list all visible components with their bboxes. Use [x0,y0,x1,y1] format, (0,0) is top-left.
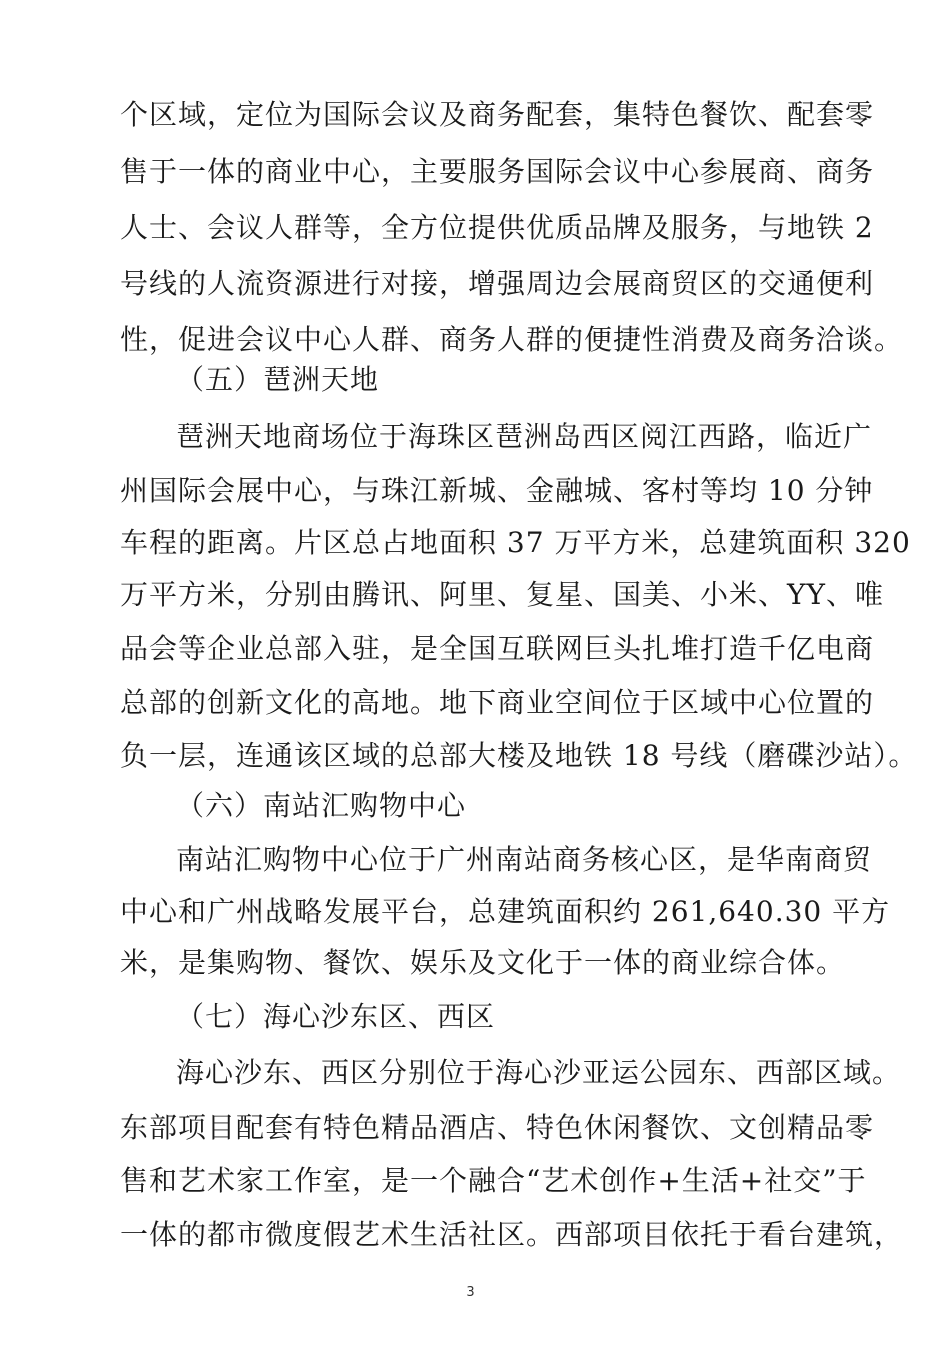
paragraph-line: 琶洲天地商场位于海珠区琶洲岛西区阅江西路，临近广 [176,420,873,453]
paragraph-line: 万平方米，分别由腾讯、阿里、复星、国美、小米、YY、唯 [120,578,884,611]
paragraph-line: 性，促进会议中心人群、商务人群的便捷性消费及商务洽谈。 [120,323,904,356]
page-number: 3 [466,1285,475,1300]
paragraph-line: 总部的创新文化的高地。地下商业空间位于区域中心位置的 [120,686,875,719]
section-heading-5: （五）琶洲天地 [176,363,380,396]
paragraph-line: 个区域，定位为国际会议及商务配套，集特色餐饮、配套零 [120,98,875,131]
paragraph-line: 人士、会议人群等，全方位提供优质品牌及服务，与地铁 2 [120,211,874,244]
paragraph-line: 负一层，连通该区域的总部大楼及地铁 18 号线（磨碟沙站）。 [120,739,918,772]
section-heading-7: （七）海心沙东区、西区 [176,1000,496,1033]
paragraph-line: 中心和广州战略发展平台，总建筑面积约 261,640.30 平方 [120,895,891,928]
paragraph-line: 售于一体的商业中心，主要服务国际会议中心参展商、商务 [120,155,875,188]
paragraph-line: 南站汇购物中心位于广州南站商务核心区，是华南商贸 [176,843,873,876]
paragraph-line: 号线的人流资源进行对接，增强周边会展商贸区的交通便利 [120,267,875,300]
paragraph-line: 东部项目配套有特色精品酒店、特色休闲餐饮、文创精品零 [120,1111,875,1144]
paragraph-line: 车程的距离。片区总占地面积 37 万平方米，总建筑面积 320 [120,526,911,559]
paragraph-line: 海心沙东、西区分别位于海心沙亚运公园东、西部区域。 [176,1056,902,1089]
paragraph-line: 一体的都市微度假艺术生活社区。西部项目依托于看台建筑， [120,1218,904,1251]
paragraph-line: 售和艺术家工作室，是一个融合“艺术创作+生活+社交”于 [120,1164,867,1197]
paragraph-line: 米，是集购物、餐饮、娱乐及文化于一体的商业综合体。 [120,946,846,979]
paragraph-line: 州国际会展中心，与珠江新城、金融城、客村等均 10 分钟 [120,474,874,507]
section-heading-6: （六）南站汇购物中心 [176,789,467,822]
paragraph-line: 品会等企业总部入驻，是全国互联网巨头扎堆打造千亿电商 [120,632,875,665]
